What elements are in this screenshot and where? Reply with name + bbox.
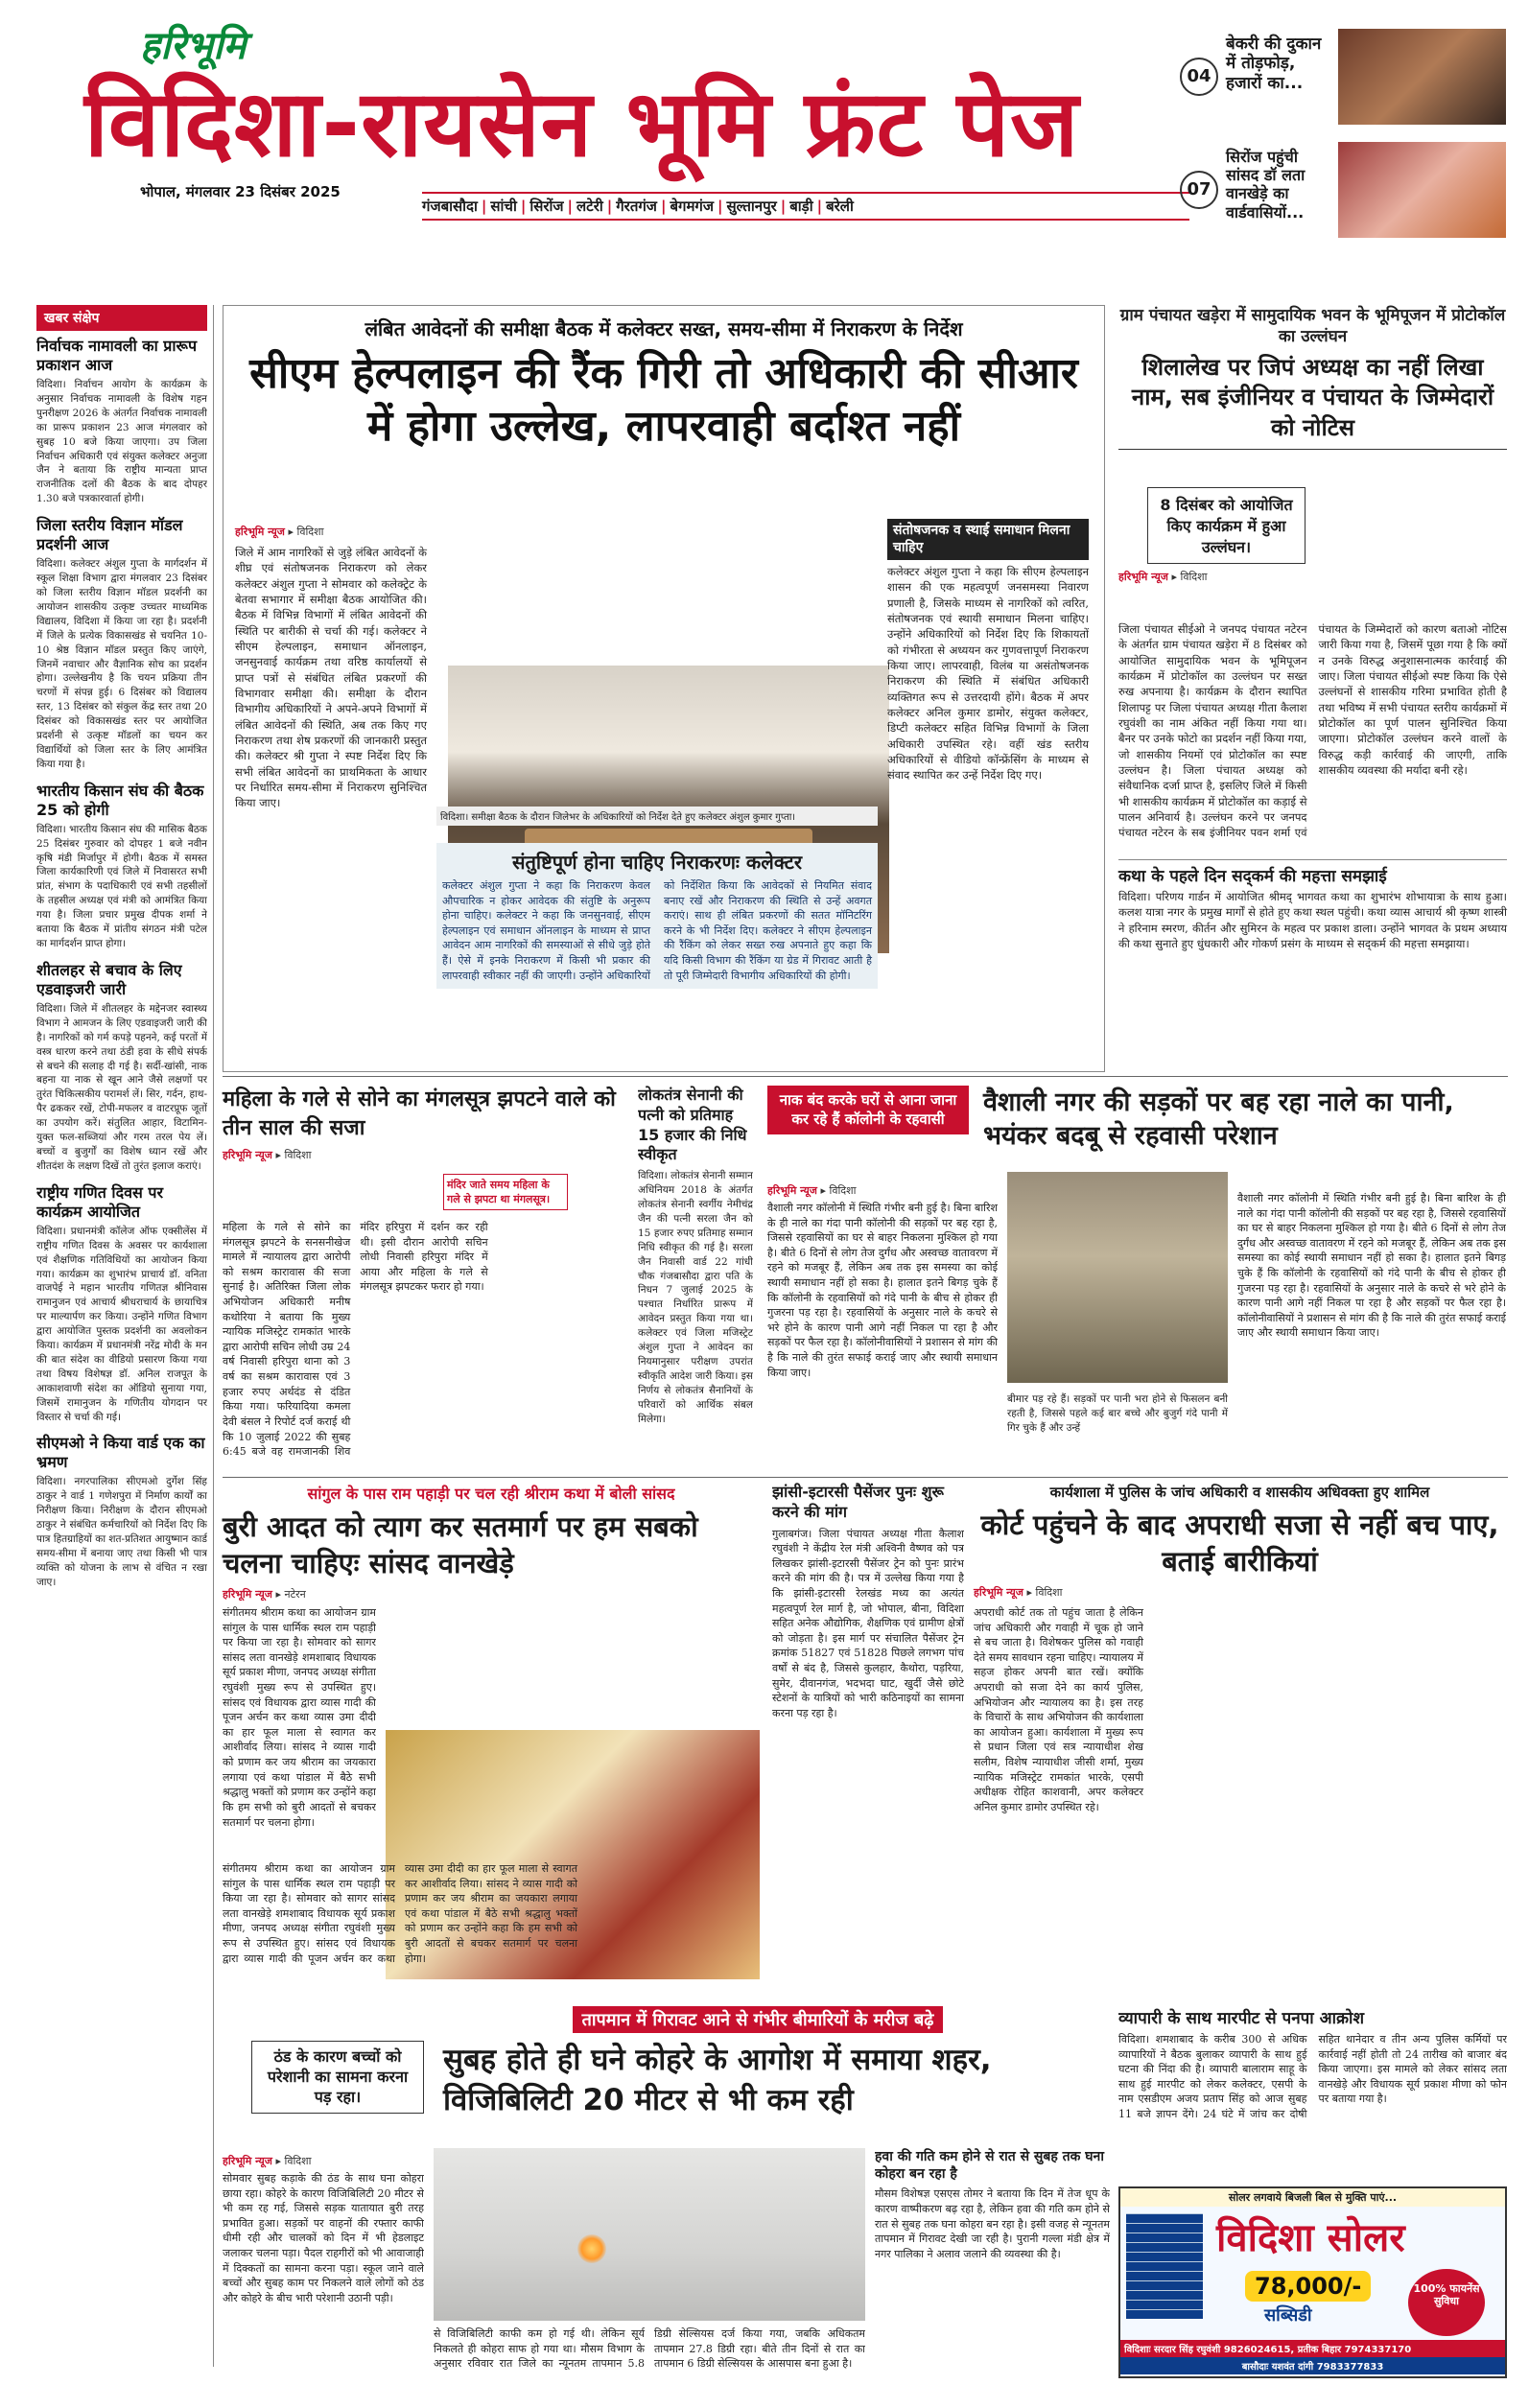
vankhede-headline: बुरी आदत को त्याग कर सतमार्ग पर हम सबको चलना चाहिएः सांसद वानखेड़े bbox=[223, 1510, 698, 1579]
side-text: कलेक्टर अंशुल गुप्ता ने कहा कि सीएम हेल्पलाइन शासन की एक महत्वपूर्ण जनसमस्या निवारण प्रणाली है, जिसके माध्यम से नागरिकों को त्वरित, संतोषजनक एवं स्थायी समाधान मिलना चाहिए। उन्होंने अधिकारियों को निर्देश दिए कि शिकायतों को गंभीरता से अध्ययन कर गुणवत्तापूर्ण निराकरण किया जाए। लापरवाही, विलंब या असंतोषजनक निराकरण की स्थिति में संबंधित अधिकारी व्यक्तिगत रूप से उत्तरदायी होंगे। बैठक में अपर कलेक्टर अनिल कुमार डामोर, संयुक्त कलेक्टर, डिप्टी कलेक्टर सहित विभिन्न विभागों के जिला अधिकारी उपस्थित रहे। वहीं खंड स्तरीय अधिकारियों से वीडियो कॉन्फ्रेंसिंग के माध्यम से संवाद स्थापित कर उन्हें निर्देश दिए गए। bbox=[887, 565, 1089, 783]
pension-story bbox=[638, 1086, 753, 1469]
vaishali-highlight-box: नाक बंद करके घरों से आना जाना कर रहे हैं कॉलोनी के रहवासी bbox=[767, 1086, 969, 1134]
brief-item: निर्वाचक नामावली का प्रारूप प्रकाशन आज विदिशा। निर्वाचन आयोग के कार्यक्रम के अनुसार निर्वाचक नामावली के विशेष गहन पुनरीक्षण 2026 के अंतर्गत निर्वाचक नामावली का प्रारूप प्रकाशन 23 आज मंगलवार को सुबह 10 बजे किया जाएगा। उप जिला निर्वाचन अधिकारी एवं संयुक्त कलेक्टर अनुजा जैन ने बताया कि राष्ट्रीय मान्यता प्राप्त राजनीतिक दलों की बैठक के बाद दोपहर 1.30 बजे पत्रकारवार्ता होगी। bbox=[36, 337, 207, 505]
lead-sub-section bbox=[436, 843, 878, 989]
fog-banner-text: तापमान में गिरावट आने से गंभीर बीमारियों के मरीज बढ़े bbox=[573, 2006, 944, 2033]
brief-item: शीतलहर से बचाव के लिए एडवाइजरी जारी विदिशा। जिले में शीतलहर के मद्देनजर स्वास्थ्य विभाग ने आमजन के लिए एडवाइजरी जारी की है। नागरिकों को गर्म कपड़े पहनने, कई परतों में वस्त्र धारण करने तथा ठंडी हवा के सीधे संपर्क से बचने की सलाह दी गई है। सर्दी-खांसी, नाक बहना या नाक से खून आने जैसे लक्षणों पर तुरंत चिकित्सकीय परामर्श लें। सिर, गर्दन, हाथ-पैर ढककर रखें, टोपी-मफलर व वाटरप्रूफ जूतों का उपयोग करें। संतुलित आहार, विटामिन-युक्त फल-सब्जियां और गरम तरल पेय लें। बच्चों व बुजुर्गों का विशेष ध्यान रखें और शीतदंश के लक्षण दिखें तो तुरंत इलाज कराएं। bbox=[36, 960, 207, 1172]
teaser-1[interactable] bbox=[1180, 29, 1506, 129]
protocol-kicker: ग्राम पंचायत खड़ेरा में सामुदायिक भवन के भूमिपूजन में प्रोटोकॉल का उल्लंघन bbox=[1119, 306, 1506, 347]
protocol-callout: 8 दिसंबर को आयोजित किए कार्यक्रम में हुआ उल्लंघन। bbox=[1147, 487, 1306, 564]
fog-text-2: से विजिबिलिटी काफी कम हो गई थी। लेकिन सूर्य निकलते ही कोहरा साफ हो गया था। मौसम विभाग के अनुसार रविवार रात जिले का न्यूनतम तापमान 5.8 डिग्री सेल्सियस दर्ज किया गया, जबकि अधिकतम तापमान 27.8 डिग्री रहा। बीते तीन दिनों से रात का तापमान 6 डिग्री सेल्सियस के आसपास बना हुआ है। bbox=[434, 2327, 865, 2371]
vyapari-title: व्यापारी के साथ मारपीट से पनपा आक्रोश bbox=[1118, 2009, 1365, 2028]
chain-callout: मंदिर जाते समय महिला के गले से झपटा था मंगलसूत्र। bbox=[443, 1174, 568, 1210]
court-headline: कोर्ट पहुंचने के बाद अपराधी सजा से नहीं बच पाए, बताई बारीकियां bbox=[980, 1508, 1499, 1578]
town-0[interactable]: गंजबासौदा bbox=[422, 198, 478, 215]
vaishali-text-2: वैशाली नगर कॉलोनी में स्थिति गंभीर बनी हुई है। बिना बारिश के ही नाले का गंदा पानी कॉलोनी की सड़कों पर बह रहा है, जिससे रहवासियों का घर से बाहर निकलना मुश्किल हो गया है। बीते 6 दिनों से लोग तेज दुर्गंध और अस्वच्छ वातावरण में रहने को मजबूर हैं, लेकिन अब तक इस समस्या का कोई स्थायी समाधान नहीं हो सका है। हालात इतने बिगड़ चुके हैं कि कॉलोनी के रहवासियों को गंदे पानी के बीच से होकर ही गुजरना पड़ रहा है। रहवासियों के अनुसार नाले के कचरे से भरे होने के कारण पानी आगे नहीं निकल पा रहा है और सड़कों पर फैल रहा है। कॉलोनीवासियों ने प्रशासन से मांग की है कि नाले की तुरंत सफाई कराई जाए और स्थायी समाधान किया जाए। bbox=[1237, 1192, 1506, 1340]
ad-contact-2: बासौदाः यशवंत दांगी 7983377833 bbox=[1120, 2357, 1505, 2374]
town-5[interactable]: बेगमगंज bbox=[670, 198, 714, 215]
protocol-body: जिला पंचायत सीईओ ने जनपद पंचायत नटेरन के अंतर्गत ग्राम पंचायत खड़ेरा में 8 दिसंबर को आयोजित सामुदायिक भवन के भूमिपूजन कार्यक्रम में प्रोटोकॉल का उल्लंघन पर सख्त रुख अपनाया है। कार्यक्रम के दौरान स्थापित शिलापट्ट पर जिला पंचायत अध्यक्ष गीता कैलाश रघुवंशी का नाम अंकित नहीं किया गया था। बैनर पर उनके फोटो का प्रदर्शन नहीं किया गया, जो शासकीय नियमों एवं प्रोटोकॉल का स्पष्ट उल्लंघन है। जिला पंचायत अध्यक्ष को संवैधानिक दर्जा प्राप्त है, इसलिए जिले में किसी भी शासकीय कार्यक्रम में प्रोटोकॉल का कड़ाई से पालन अनिवार्य है। उल्लंघन करने पर जनपद पंचायत नटेरन के सब इंजीनियर पवन शर्मा एवं पंचायत के जिम्मेदारों को कारण बताओ नोटिस जारी किया गया है, जिसमें पूछा गया है कि क्यों न उनके विरुद्ध अनुशासनात्मक कार्रवाई की जाए। जिला पंचायत सीईओ स्पष्ट किया कि ऐसे उल्लंघनों से शासकीय गरिमा प्रभावित होती है तथा भविष्य में सभी पंचायत स्तरीय कार्यक्रमों में प्रोटोकॉल का पूर्ण पालन सुनिश्चित किया जाएगा। प्रोटोकॉल उल्लंघन करने वालों के विरुद्ध कड़ी कार्रवाई की जाएगी, ताकि शासकीय व्यवस्था की मर्यादा बनी रहे। bbox=[1118, 622, 1507, 840]
byline: हरिभूमि न्यूज ▸ विदिशा bbox=[974, 1586, 1063, 1600]
page-title: विदिशा-रायसेन भूमि फ्रंट पेज bbox=[84, 70, 1080, 177]
ad-contact: विदिशाः सरदार सिंह रघुवंशी 9826024615, प्रतीक बिहार 7974337170 bbox=[1120, 2340, 1505, 2357]
brief-item: जिला स्तरीय विज्ञान मॉडल प्रदर्शनी आज विदिशा। कलेक्टर अंशुल गुप्ता के मार्गदर्शन में स्कूल शिक्षा विभाग द्वारा मंगलवार 23 दिसंबर को जिला स्तरीय विज्ञान मॉडल प्रदर्शनी का आयोजन शासकीय उत्कृष्ट उच्चतर माध्यमिक विद्यालय, विदिशा में किया जा रहा है। प्रदर्शनी में जिले के प्रत्येक विकासखंड से चयनित 10-10 श्रेष्ठ विज्ञान मॉडल प्रस्तुत किए जाएंगे, जिनमें नवाचार और वैज्ञानिक सोच का प्रदर्शन होगा। उल्लेखनीय है कि चयन प्रक्रिया तीन चरणों में संपन्न हुई। 6 दिसंबर को विद्यालय स्तर, 13 दिसंबर को संकुल केंद्र स्तर तथा 20 दिसंबर को विकासखंड स्तर पर आयोजित प्रदर्शनी से उत्कृष्ट मॉडलों का चयन कर विद्यार्थियों को जिला स्तर के लिए आमंत्रित किया गया है। bbox=[36, 516, 207, 770]
vaishali-photo-text: बीमार पड़ रहे हैं। सड़कों पर पानी भरा होने से फिसलन बनी रहती है, जिससे पहले कई बार बच्चे और बुजुर्ग गंदे पानी में गिर चुके हैं और उन्हें bbox=[1007, 1393, 1228, 1434]
vankhede-story bbox=[223, 1483, 760, 2000]
dateline: भोपाल, मंगलवार 23 दिसंबर 2025 bbox=[140, 183, 341, 200]
sidebar-header: खबर संक्षेप bbox=[36, 305, 207, 331]
town-6[interactable]: सुल्तानपुर bbox=[726, 198, 777, 215]
news-briefs-sidebar bbox=[36, 305, 207, 2367]
fog-text: सोमवार सुबह कड़ाके की ठंड के साथ घना कोहरा छाया रहा। कोहरे के कारण विजिबिलिटी 20 मीटर से भी कम रह गई, जिससे सड़क यातायात बुरी तरह प्रभावित हुआ। सड़कों पर वाहनों की रफ्तार काफी धीमी रही और चालकों को दिन में भी हेडलाइट जलाकर चलना पड़ा। पैदल राहगीरों को भी आवाजाही में दिक्कतों का सामना करना पड़ा। स्कूल जाने वाले बच्चों और सुबह काम पर निकलने वाले लोगों को ठंड और कोहरे के बीच भारी परेशानी उठानी पड़ी। bbox=[223, 2172, 424, 2304]
jhansi-headline: झांसी-इटारसी पैसेंजर पुनः शुरू करने की मांग bbox=[772, 1483, 944, 1521]
fog-side-text: मौसम विशेषज्ञ एसएस तोमर ने बताया कि दिन में तेज धूप के कारण वाष्पीकरण बढ़ रहा है, लेकिन हवा की गति कम होने से रात से सुबह तक घना कोहरा बन रहा है। इसी वजह से न्यूनतम तापमान में गिरावट देखी जा रही है। पुरानी गल्ला मंडी क्षेत्र में नगर पालिका ने अलाव जलाने की व्यवस्था की है। bbox=[875, 2187, 1110, 2260]
lead-photo-caption: विदिशा। समीक्षा बैठक के दौरान जिलेभर के अधिकारियों को निर्देश देते हुए कलेक्टर अंशुल कुमार गुप्ता। bbox=[436, 807, 878, 826]
pension-headline: लोकतंत्र सेनानी की पत्नी को प्रतिमाह 15 हजार की निधि स्वीकृत bbox=[638, 1086, 747, 1164]
chain-snatching-story bbox=[223, 1086, 625, 1469]
jhansi-text: गुलाबगंज। जिला पंचायत अध्यक्ष गीता कैलाश रघुवंशी ने केंद्रीय रेल मंत्री अश्विनी वैष्णव को पत्र लिखकर झांसी-इटारसी पैसेंजर ट्रेन को पुनः प्रारंभ करने की मांग की है। पत्र में उल्लेख किया गया है कि झांसी-इटारसी रेलखंड मध्य का अत्यंत महत्वपूर्ण रेल मार्ग है, जो भोपाल, बीना, विदिशा सहित अनेक औद्योगिक, शैक्षणिक एवं ग्रामीण क्षेत्रों को जोड़ता है। इस मार्ग पर संचालित पैसेंजर ट्रेन क्रमांक 51827 एवं 51828 पिछले लगभग पांच वर्षों से बंद है, जिससे कुलहार, कैथोरा, पड़रिया, सुमेर, दीवानगंज, भदभदा घाट, खुर्दी जैसे छोटे स्टेशनों के यात्रियों को भारी कठिनाइयों का सामना करना पड़ रहा है। bbox=[772, 1527, 964, 1719]
teaser-2[interactable] bbox=[1180, 142, 1506, 243]
teaser-text: सिरोंज पहुंची सांसद डॉ लता वानखेड़े का वार्डवासियों... bbox=[1226, 148, 1306, 222]
katha-story bbox=[1118, 859, 1507, 1046]
ad-brand: विदिशा सोलर bbox=[1216, 2216, 1405, 2260]
lead-body-column bbox=[235, 519, 427, 811]
town-7[interactable]: बाड़ी bbox=[789, 198, 813, 215]
court-story bbox=[974, 1483, 1506, 2000]
court-kicker: कार्यशाला में पुलिस के जांच अधिकारी व शासकीय अधिवक्ता हुए शामिल bbox=[1049, 1484, 1430, 1501]
town-1[interactable]: सांची bbox=[490, 198, 517, 215]
vankhede-text-cont: संगीतमय श्रीराम कथा का आयोजन ग्राम सांगुल के पास धार्मिक स्थल राम पहाड़ी पर किया जा रहा है। सोमवार को सागर सांसद लता वानखेड़े शमशाबाद विधायक सूर्य प्रकाश मीणा, जनपद अध्यक्ष संगीता रघुवंशी मुख्य रूप से उपस्थित हुए। सांसद एवं विधायक द्वारा व्यास गादी की पूजन अर्चन कर कथा व्यास उमा दीदी का हार फूल माला से स्वागत कर आशीर्वाद लिया। सांसद ने व्यास गादी को प्रणाम कर जय श्रीराम का जयकारा लगाया एवं कथा पांडाल में बैठे सभी श्रद्धालु भक्तों को प्रणाम कर उन्होंने कहा कि हम सभी को बुरी आदतों से बचकर सतमार्ग पर चलना होगा। bbox=[223, 1862, 577, 1965]
chain-text: महिला के गले से सोने का मंगलसूत्र झपटने के सनसनीखेज मामले में न्यायालय द्वारा आरोपी को सश्रम कारावास की सजा सुनाई है। अतिरिक्त जिला लोक अभियोजन अधिकारी मनीष कथोरिया ने बताया कि मुख्य न्यायिक मजिस्ट्रेट रामकांत भारके द्वारा आरोपी सचिन लोधी उम्र 24 वर्ष निवासी हरिपुरा थाना को 3 वर्ष का सश्रम कारावास एवं 3 हजार रुपए अर्थदंड से दंडित किया गया। फरियादिया कमला देवी बंसल ने रिपोर्ट दर्ज कराई थी कि 10 जुलाई 2022 की सुबह 6:45 बजे वह रामजानकी शिव मंदिर हरिपुरा में दर्शन कर रही थी। इसी दौरान आरोपी सचिन लोधी निवासी हरिपुरा मंदिर में आया और महिला के गले से मंगलसूत्र झपटकर फरार हो गया। bbox=[223, 1221, 488, 1459]
ad-top-line: सोलर लगवाये बिजली बिल से मुक्ति पाएं... bbox=[1120, 2188, 1505, 2207]
byline: हरिभूमि न्यूज ▸ विदिशा bbox=[235, 526, 324, 538]
vaishali-story bbox=[767, 1086, 1506, 1469]
vyapari-story bbox=[1118, 2006, 1507, 2174]
town-4[interactable]: गैरतगंज bbox=[616, 198, 657, 215]
town-2[interactable]: सिरोंज bbox=[529, 198, 564, 215]
protocol-headline: शिलालेख पर जिपं अध्यक्ष का नहीं लिखा नाम, सब इंजीनियर व पंचायत के जिम्मेदारों को नोटिस bbox=[1118, 353, 1507, 450]
teaser-photo bbox=[1338, 142, 1506, 238]
column-divider bbox=[213, 305, 214, 2367]
brand-logo: हरिभूमि bbox=[140, 24, 247, 68]
katha-title: कथा के पहले दिन सद्कर्म की महत्ता समझाई bbox=[1118, 867, 1387, 886]
fog-callout: ठंड के कारण बच्चों को परेशानी का सामना करना पड़ रहा। bbox=[251, 2041, 424, 2114]
byline: हरिभूमि न्यूज ▸ विदिशा bbox=[767, 1184, 857, 1197]
katha-text: विदिशा। परिणय गार्डन में आयोजित श्रीमद् भागवत कथा का शुभारंभ शोभायात्रा के साथ हुआ। कलश यात्रा नगर के प्रमुख मार्गों से होते हुए कथा स्थल पहुंची। कथा व्यास आचार्य श्री कृष्ण शास्त्री ने हरिनाम स्मरण, कीर्तन और सुमिरन के महत्व पर प्रकाश डाला। उन्होंने भागवत के प्रथम अध्याय की कथा सुनाते हुए धुंधकारी और गोकर्ण प्रसंग के माध्यम से सद्कर्म की महत्ता समझाया। bbox=[1118, 890, 1507, 950]
vaishali-headline: वैशाली नगर की सड़कों पर बह रहा नाले का पानी, भयंकर बदबू से रहवासी परेशान bbox=[983, 1087, 1454, 1152]
byline: हरिभूमि न्यूज ▸ नटेरन bbox=[223, 1588, 306, 1601]
town-strip: गंजबासौदा | सांची | सिरोंज | लटेरी | गैरतगंज | बेगमगंज | सुल्तानपुर | बाड़ी | बरेली bbox=[422, 192, 1189, 221]
brief-item: सीएमओ ने किया वार्ड एक का भ्रमण विदिशा। नगरपालिका सीएमओ दुर्गेश सिंह ठाकुर ने वार्ड 1 गणेशपुरा में निर्माण कार्यों का निरीक्षण किया। निरीक्षण के दौरान सीएमओ ठाकुर ने संबंधित कर्मचारियों को निर्देश दिए कि पात्र हितग्राहियों का शत-प्रतिशत आयुष्मान कार्ड समय-सीमा में बनाया जाए तथा किसी भी पात्र व्यक्ति को योजना के लाभ से वंचित न रखा जाए। bbox=[36, 1434, 207, 1588]
byline: हरिभूमि न्यूज ▸ विदिशा bbox=[223, 1149, 312, 1162]
ad-price-sub: सब्सिडी bbox=[1264, 2305, 1312, 2326]
byline: हरिभूमि न्यूज ▸ विदिशा bbox=[1118, 571, 1208, 583]
vyapari-text: विदिशा। शमशाबाद के करीब 300 से अधिक व्यापारियों ने बैठक बुलाकर व्यापारी के साथ हुई घटना की निंदा की है। व्यापारी बालाराम साहू के साथ हुई मारपीट को लेकर कलेक्टर, एसपी के नाम एसडीएम अजय प्रताप सिंह को आज सुबह 11 बजे ज्ञापन देंगे। 24 घंटे में जांच कर दोषी सहित थानेदार व तीन अन्य पुलिस कर्मियों पर कार्रवाई नहीं होती तो 24 तारीख को बाजार बंद किया जाएगा। इस मामले को लेकर सांसद लता वानखेड़े और विधायक सूर्य प्रकाश मीणा को फोन पर बताया गया है। bbox=[1118, 2033, 1507, 2121]
sub-text: कलेक्टर अंशुल गुप्ता ने कहा कि निराकरण केवल औपचारिक न होकर आवेदक की संतुष्टि के अनुरूप होना चाहिए। कलेक्टर ने कहा कि जनसुनवाई, सीएम हेल्पलाइन एवं समाधान ऑनलाइन के माध्यम से प्राप्त आवेदन आम नागरिकों की समस्याओं से सीधे जुड़े होते हैं। ऐसे में इनके निराकरण में किसी भी प्रकार की लापरवाही स्वीकार नहीं की जाएगी। उन्होंने अधिकारियों को निर्देशित किया कि आवेदकों से नियमित संवाद बनाए रखें और निराकरण की स्थिति से उन्हें अवगत कराएं। साथ ही लंबित प्रकरणों की सतत मॉनिटरिंग करने के भी निर्देश दिए। कलेक्टर ने सीएम हेल्पलाइन की रैंकिंग को लेकर सख्त रुख अपनाते हुए कहा कि यदि किसी विभाग की रैंकिंग या ग्रेड में गिरावट आती है तो पूरी जिम्मेदारी विभागीय अधिकारियों की होगी। bbox=[442, 879, 872, 982]
fog-side-title: हवा की गति कम होने से रात से सुबह तक घना कोहरा बन रहा है bbox=[875, 2149, 1104, 2183]
solar-panel-graphic bbox=[1126, 2213, 1203, 2319]
side-title: संतोषजनक व स्थाई समाधान मिलना चाहिए bbox=[887, 519, 1089, 560]
town-8[interactable]: बरेली bbox=[826, 198, 854, 215]
lead-body: जिले में आम नागरिकों से जुड़े लंबित आवेदनों के शीघ्र एवं संतोषजनक निराकरण को लेकर कलेक्टर अंशुल गुप्ता ने सोमवार को कलेक्ट्रेट के बेतवा सभागार में समीक्षा बैठक आयोजित की। बैठक में विभिन्न विभागों में लंबित आवेदनों की स्थिति पर बारीकी से चर्चा की गई। कलेक्टर ने सीएम हेल्पलाइन, समाधान ऑनलाइन, जनसुनवाई कार्यक्रम तथा वरिष्ठ कार्यालयों से प्राप्त पत्रों से संबंधित लंबित प्रकरणों की विभागवार समीक्षा की। समीक्षा के दौरान विभागीय अधिकारियों ने अपने-अपने विभागों में लंबित आवेदनों की स्थिति, अब तक किए गए निराकरण तथा शेष प्रकरणों की जानकारी प्रस्तुत की। कलेक्टर श्री गुप्ता ने स्पष्ट निर्देश दिए कि सभी लंबित आवेदनों का प्राथमिकता के आधार पर निर्धारित समय-सीमा में निराकरण सुनिश्चित किया जाए। bbox=[235, 546, 427, 810]
fog-banner bbox=[422, 2006, 1094, 2037]
protocol-col-1 bbox=[1118, 487, 1306, 590]
town-3[interactable]: लटेरी bbox=[576, 198, 603, 215]
fog-headline: सुबह होते ही घने कोहरे के आगोश में समाया शहर, विजिबिलिटी 20 मीटर से भी कम रही bbox=[443, 2043, 992, 2117]
pension-text: विदिशा। लोकतंत्र सेनानी सम्मान अधिनियम 2018 के अंतर्गत लोकतंत्र सेनानी स्वर्गीय नेमीचंद्र जैन की पत्नी सरला जैन को 15 हजार रुपए प्रतिमाह सम्मान निधि स्वीकृत की गई है। सरला जैन निवासी वार्ड 22 गांधी चौक गंजबासौदा द्वारा पति के निधन 7 जुलाई 2025 के पश्चात निर्धारित प्रारूप में आवेदन प्रस्तुत किया गया था। कलेक्टर एवं जिला मजिस्ट्रेट अंशुल गुप्ता ने आवेदन का नियमानुसार परीक्षण उपरांत स्वीकृति आदेश जारी किया। इस निर्णय से लोकतंत्र सैनानियों के परिवारों को आर्थिक संबल मिलेगा। bbox=[638, 1170, 753, 1425]
vankhede-text: संगीतमय श्रीराम कथा का आयोजन ग्राम सांगुल के पास धार्मिक स्थल राम पहाड़ी पर किया जा रहा है। सोमवार को सागर सांसद लता वानखेड़े शमशाबाद विधायक सूर्य प्रकाश मीणा, जनपद अध्यक्ष संगीता रघुवंशी मुख्य रूप से उपस्थित हुए। सांसद एवं विधायक द्वारा व्यास गादी की पूजन अर्चन कर कथा व्यास उमा दीदी का हार फूल माला से स्वागत कर आशीर्वाद लिया। सांसद ने व्यास गादी को प्रणाम कर जय श्रीराम का जयकारा लगाया एवं कथा पांडाल में बैठे सभी श्रद्धालु भक्तों को प्रणाम कर उन्होंने कहा कि हम सभी को बुरी आदतों से बचकर सतमार्ग पर चलना होगा। bbox=[223, 1606, 376, 1829]
chain-headline: महिला के गले से सोने का मंगलसूत्र झपटने वाले को तीन साल की सजा bbox=[223, 1087, 616, 1140]
teaser-number: 07 bbox=[1180, 171, 1218, 209]
lead-side-column bbox=[887, 519, 1089, 783]
lead-story bbox=[223, 305, 1105, 1072]
ad-finance-badge: 100% फायनेंस सुविधा bbox=[1408, 2269, 1485, 2336]
lead-kicker: लंबित आवेदनों की समीक्षा बैठक में कलेक्टर सख्त, समय-सीमा में निराकरण के निर्देश bbox=[365, 317, 963, 340]
vaishali-photo bbox=[1007, 1172, 1228, 1383]
vaishali-text: वैशाली नगर कॉलोनी में स्थिति गंभीर बनी हुई है। बिना बारिश के ही नाले का गंदा पानी कॉलोनी की सड़कों पर बह रहा है, जिससे रहवासियों का घर से बाहर निकलना मुश्किल हो गया है। बीते 6 दिनों से लोग तेज दुर्गंध और अस्वच्छ वातावरण में रहने को मजबूर हैं, लेकिन अब तक इस समस्या का कोई स्थायी समाधान नहीं हो सका है। हालात इतने बिगड़ चुके हैं कि कॉलोनी के रहवासियों को गंदे पानी के बीच से होकर ही गुजरना पड़ रहा है। रहवासियों के अनुसार नाले के कचरे से भरे होने के कारण पानी आगे नहीं निकल पा रहा है और सड़कों पर फैल रहा है। कॉलोनीवासियों ने प्रशासन से मांग की है कि नाले की तुरंत सफाई कराई जाए और स्थायी समाधान किया जाए। bbox=[767, 1202, 998, 1379]
headlight-glow bbox=[577, 2234, 606, 2263]
byline: हरिभूमि न्यूज ▸ विदिशा bbox=[223, 2155, 312, 2167]
row-divider bbox=[223, 1477, 1508, 1478]
solar-advertisement[interactable] bbox=[1118, 2186, 1507, 2378]
brief-item: राष्ट्रीय गणित दिवस पर कार्यक्रम आयोजित विदिशा। प्रधानमंत्री कॉलेज ऑफ एक्सीलेंस में राष्ट्रीय गणित दिवस के अवसर पर कार्यशाला एवं शैक्षणिक गतिविधियों का आयोजन किया गया। कार्यक्रम का शुभारंभ प्राचार्य डॉ. वनिता वाजपेई ने महान भारतीय गणितज्ञ श्रीनिवास रामानुजन एवं आचार्य श्रीधराचार्य के छायाचित्र पर माल्यार्पण कर किया। उन्होंने गणित विभाग द्वारा आयोजित पुस्तक प्रदर्शनी का अवलोकन किया। कार्यक्रम में प्रधानमंत्री नरेंद्र मोदी के मन की बात संदेश का वीडियो प्रसारण किया गया तथा विषय विशेषज्ञ डॉ. अनिल राजपूत के आकाशवाणी संदेश का ऑडियो सुनाया गया, जिसमें रामानुजन के गणितीय योगदान पर विस्तार से चर्चा की गई। bbox=[36, 1182, 207, 1423]
fog-story bbox=[223, 2041, 1110, 2386]
masthead bbox=[17, 17, 1130, 271]
vankhede-kicker: सांगुल के पास राम पहाड़ी पर चल रही श्रीराम कथा में बोली सांसद bbox=[307, 1485, 675, 1503]
fog-photo bbox=[434, 2148, 865, 2321]
teaser-text: बेकरी की दुकान में तोड़फोड़, हजारों का... bbox=[1226, 35, 1322, 93]
protocol-story bbox=[1118, 305, 1507, 842]
teaser-number: 04 bbox=[1180, 58, 1218, 96]
lead-headline: सीएम हेल्पलाइन की रैंक गिरी तो अधिकारी की सीआर में होगा उल्लेख, लापरवाही बर्दाश्त नहीं bbox=[249, 349, 1078, 451]
row-divider bbox=[223, 1076, 1508, 1077]
ad-price: 78,000/- bbox=[1245, 2271, 1371, 2302]
brief-item: भारतीय किसान संघ की बैठक 25 को होगी विदिशा। भारतीय किसान संघ की मासिक बैठक 25 दिसंबर गुरुवार को दोपहर 1 बजे नवीन कृषि मंडी मिर्जापुर में होगी। बैठक में समस्त जिला कार्यकारिणी एवं जिले में निवासरत सभी प्रांत, संभाग के पदाधिकारी एवं सभी तहसीलों के तहसील अध्यक्ष एवं मंत्री को आमंत्रित किया गया है। जिला प्रचार प्रमुख दीपक शर्मा ने बताया कि बैठक में प्रांतीय संगठन मंत्री पटेल का मार्गदर्शन प्राप्त होगा। bbox=[36, 781, 207, 949]
jhansi-story bbox=[772, 1483, 964, 2000]
sub-head: संतुष्टिपूर्ण होना चाहिए निराकरणः कलेक्टर bbox=[511, 851, 803, 874]
teaser-photo bbox=[1338, 29, 1506, 125]
fog-side bbox=[875, 2148, 1110, 2386]
court-text: अपराधी कोर्ट तक तो पहुंच जाता है लेकिन जांच अधिकारी और गवाही में चूक हो जाने से बच जाता है। विशेषकर पुलिस को गवाही देते समय सावधान रहना चाहिए। न्यायालय में सहज होकर अपनी बात रखें। क्योंकि अपराधी को सजा देने का कार्य पुलिस, अभियोजन और न्यायालय का है। इस तरह के विचारों के साथ अभियोजन की कार्यशाला का आयोजन हुआ। कार्यशाला में मुख्य रूप से प्रधान जिला एवं सत्र न्यायाधीश शेख सलीम, विशेष न्यायाधीश जीसी शर्मा, मुख्य न्यायिक मजिस्ट्रेट रामकांत भारके, एसपी अधीक्षक रोहित काशवानी, अपर कलेक्टर अनिल कुमार डामोर उपस्थित रहे। bbox=[974, 1606, 1143, 1813]
